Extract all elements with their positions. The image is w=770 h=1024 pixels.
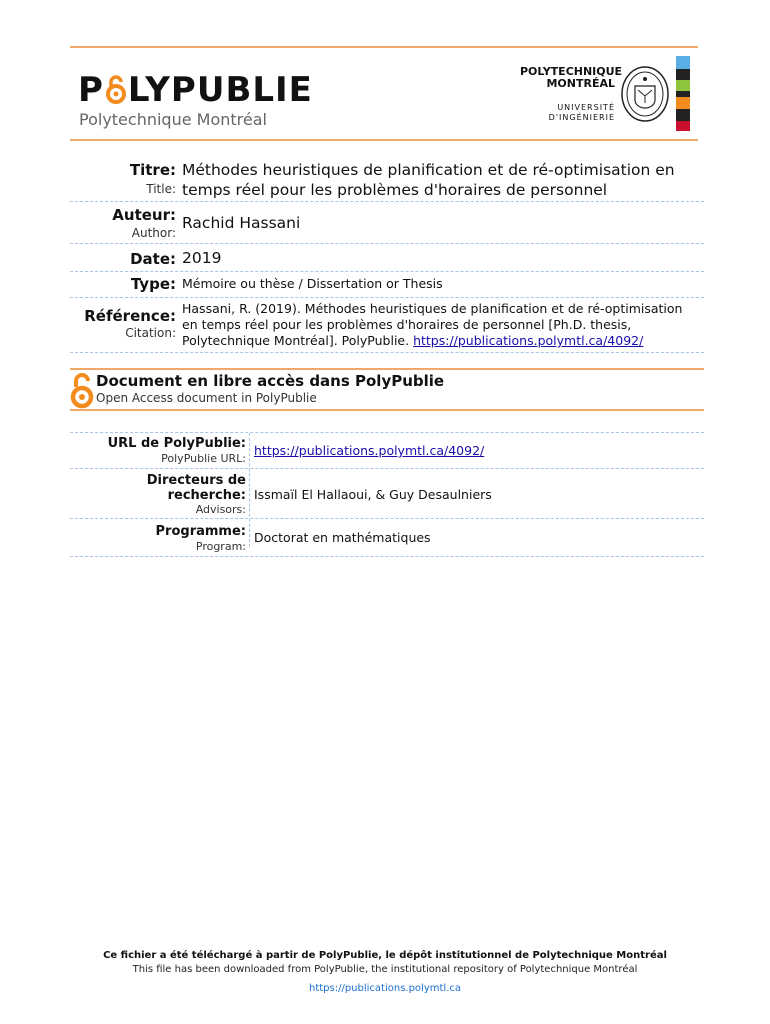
footer-french-note: Ce fichier a été téléchargé à partir de PolyPublie, le dépôt institutionnel de Polytechnique Montréal xyxy=(103,950,667,961)
open-access-lock-icon xyxy=(70,371,94,409)
divider xyxy=(70,243,704,244)
logo-subtitle: Polytechnique Montréal xyxy=(79,110,267,129)
ref-line3-text: Polytechnique Montréal]. PolyPublie. xyxy=(182,333,410,348)
program-label: Programme: xyxy=(155,524,246,539)
author-value: Rachid Hassani xyxy=(182,214,301,232)
stripe-green xyxy=(676,80,690,91)
details-column-divider xyxy=(249,433,250,547)
poly-line1: POLYTECHNIQUE xyxy=(520,65,623,78)
stripe-orange xyxy=(676,97,690,109)
logo-text-rest: LYPUBLIE xyxy=(127,70,313,110)
logo-text-p: P xyxy=(78,70,104,110)
title-line1: Méthodes heuristiques de planification et de ré-optimisation en xyxy=(182,161,675,179)
header-top-rule xyxy=(70,46,698,48)
open-access-heading: Document en libre accès dans PolyPublie xyxy=(96,372,445,390)
date-value: 2019 xyxy=(182,249,222,267)
reference-link[interactable]: https://publications.polymtl.ca/4092/ xyxy=(413,333,644,348)
program-sub-label: Program: xyxy=(195,540,246,553)
ref-line1: Hassani, R. (2019). Méthodes heuristiques de planification et de ré-optimisation xyxy=(182,301,683,316)
polypublie-url-link[interactable]: https://publications.polymtl.ca/4092/ xyxy=(254,443,485,458)
title-line2: temps réel pour les problèmes d'horaires de personnel xyxy=(182,181,608,199)
author-label: Auteur: xyxy=(112,206,176,224)
polypublie-logo xyxy=(78,70,313,110)
divider xyxy=(70,271,704,272)
url-sub-label: PolyPublie URL: xyxy=(161,452,246,465)
title-sub-label: Title: xyxy=(146,182,176,196)
footer-english-note: This file has been downloaded from PolyPublie, the institutional repository of Polytechnique Montréal xyxy=(132,964,638,975)
advisors-value: Issmaïl El Hallaoui, & Guy Desaulniers xyxy=(254,487,492,502)
type-label: Type: xyxy=(130,275,176,293)
program-value: Doctorat en mathématiques xyxy=(254,530,431,545)
url-label: URL de PolyPublie: xyxy=(107,436,246,451)
open-access-top-rule xyxy=(70,368,704,370)
divider xyxy=(70,556,704,557)
title-label: Titre: xyxy=(129,161,176,179)
univ-line2: D'INGÉNIERIE xyxy=(548,113,615,122)
date-label: Date: xyxy=(130,250,176,268)
polytechnique-logo-text xyxy=(520,65,623,90)
advisors-label xyxy=(70,473,246,503)
reference-citation xyxy=(182,301,682,349)
divider xyxy=(70,432,704,433)
author-sub-label: Author: xyxy=(131,226,176,240)
advisors-label-line2: recherche: xyxy=(167,488,246,503)
open-access-bottom-rule xyxy=(70,409,704,411)
divider xyxy=(70,297,704,298)
stripe-black-1 xyxy=(676,69,690,80)
stripe-blue xyxy=(676,56,690,69)
polytechnique-seal-icon xyxy=(619,64,671,124)
ref-line3 xyxy=(182,333,682,349)
univ-line1: UNIVERSITÉ xyxy=(557,103,615,112)
university-text xyxy=(540,103,615,123)
stripe-black-3 xyxy=(676,109,690,121)
reference-sub-label: Citation: xyxy=(125,326,176,340)
type-value: Mémoire ou thèse / Dissertation or Thesis xyxy=(182,276,443,291)
open-access-lock-icon xyxy=(105,73,127,103)
divider xyxy=(70,468,704,469)
footer-repository-link[interactable]: https://publications.polymtl.ca xyxy=(308,983,461,994)
reference-label: Référence: xyxy=(84,307,176,325)
advisors-label-line1: Directeurs de xyxy=(146,473,246,488)
stripe-red xyxy=(676,121,690,131)
header-bottom-rule xyxy=(70,139,698,141)
divider xyxy=(70,201,704,202)
divider xyxy=(70,518,704,519)
divider xyxy=(70,352,704,353)
advisors-sub-label: Advisors: xyxy=(195,503,246,516)
open-access-subheading: Open Access document in PolyPublie xyxy=(96,391,317,405)
ref-line2: en temps réel pour les problèmes d'horaires de personnel [Ph.D. thesis, xyxy=(182,317,632,332)
document-title xyxy=(182,160,675,200)
poly-line2: MONTRÉAL xyxy=(546,77,615,90)
